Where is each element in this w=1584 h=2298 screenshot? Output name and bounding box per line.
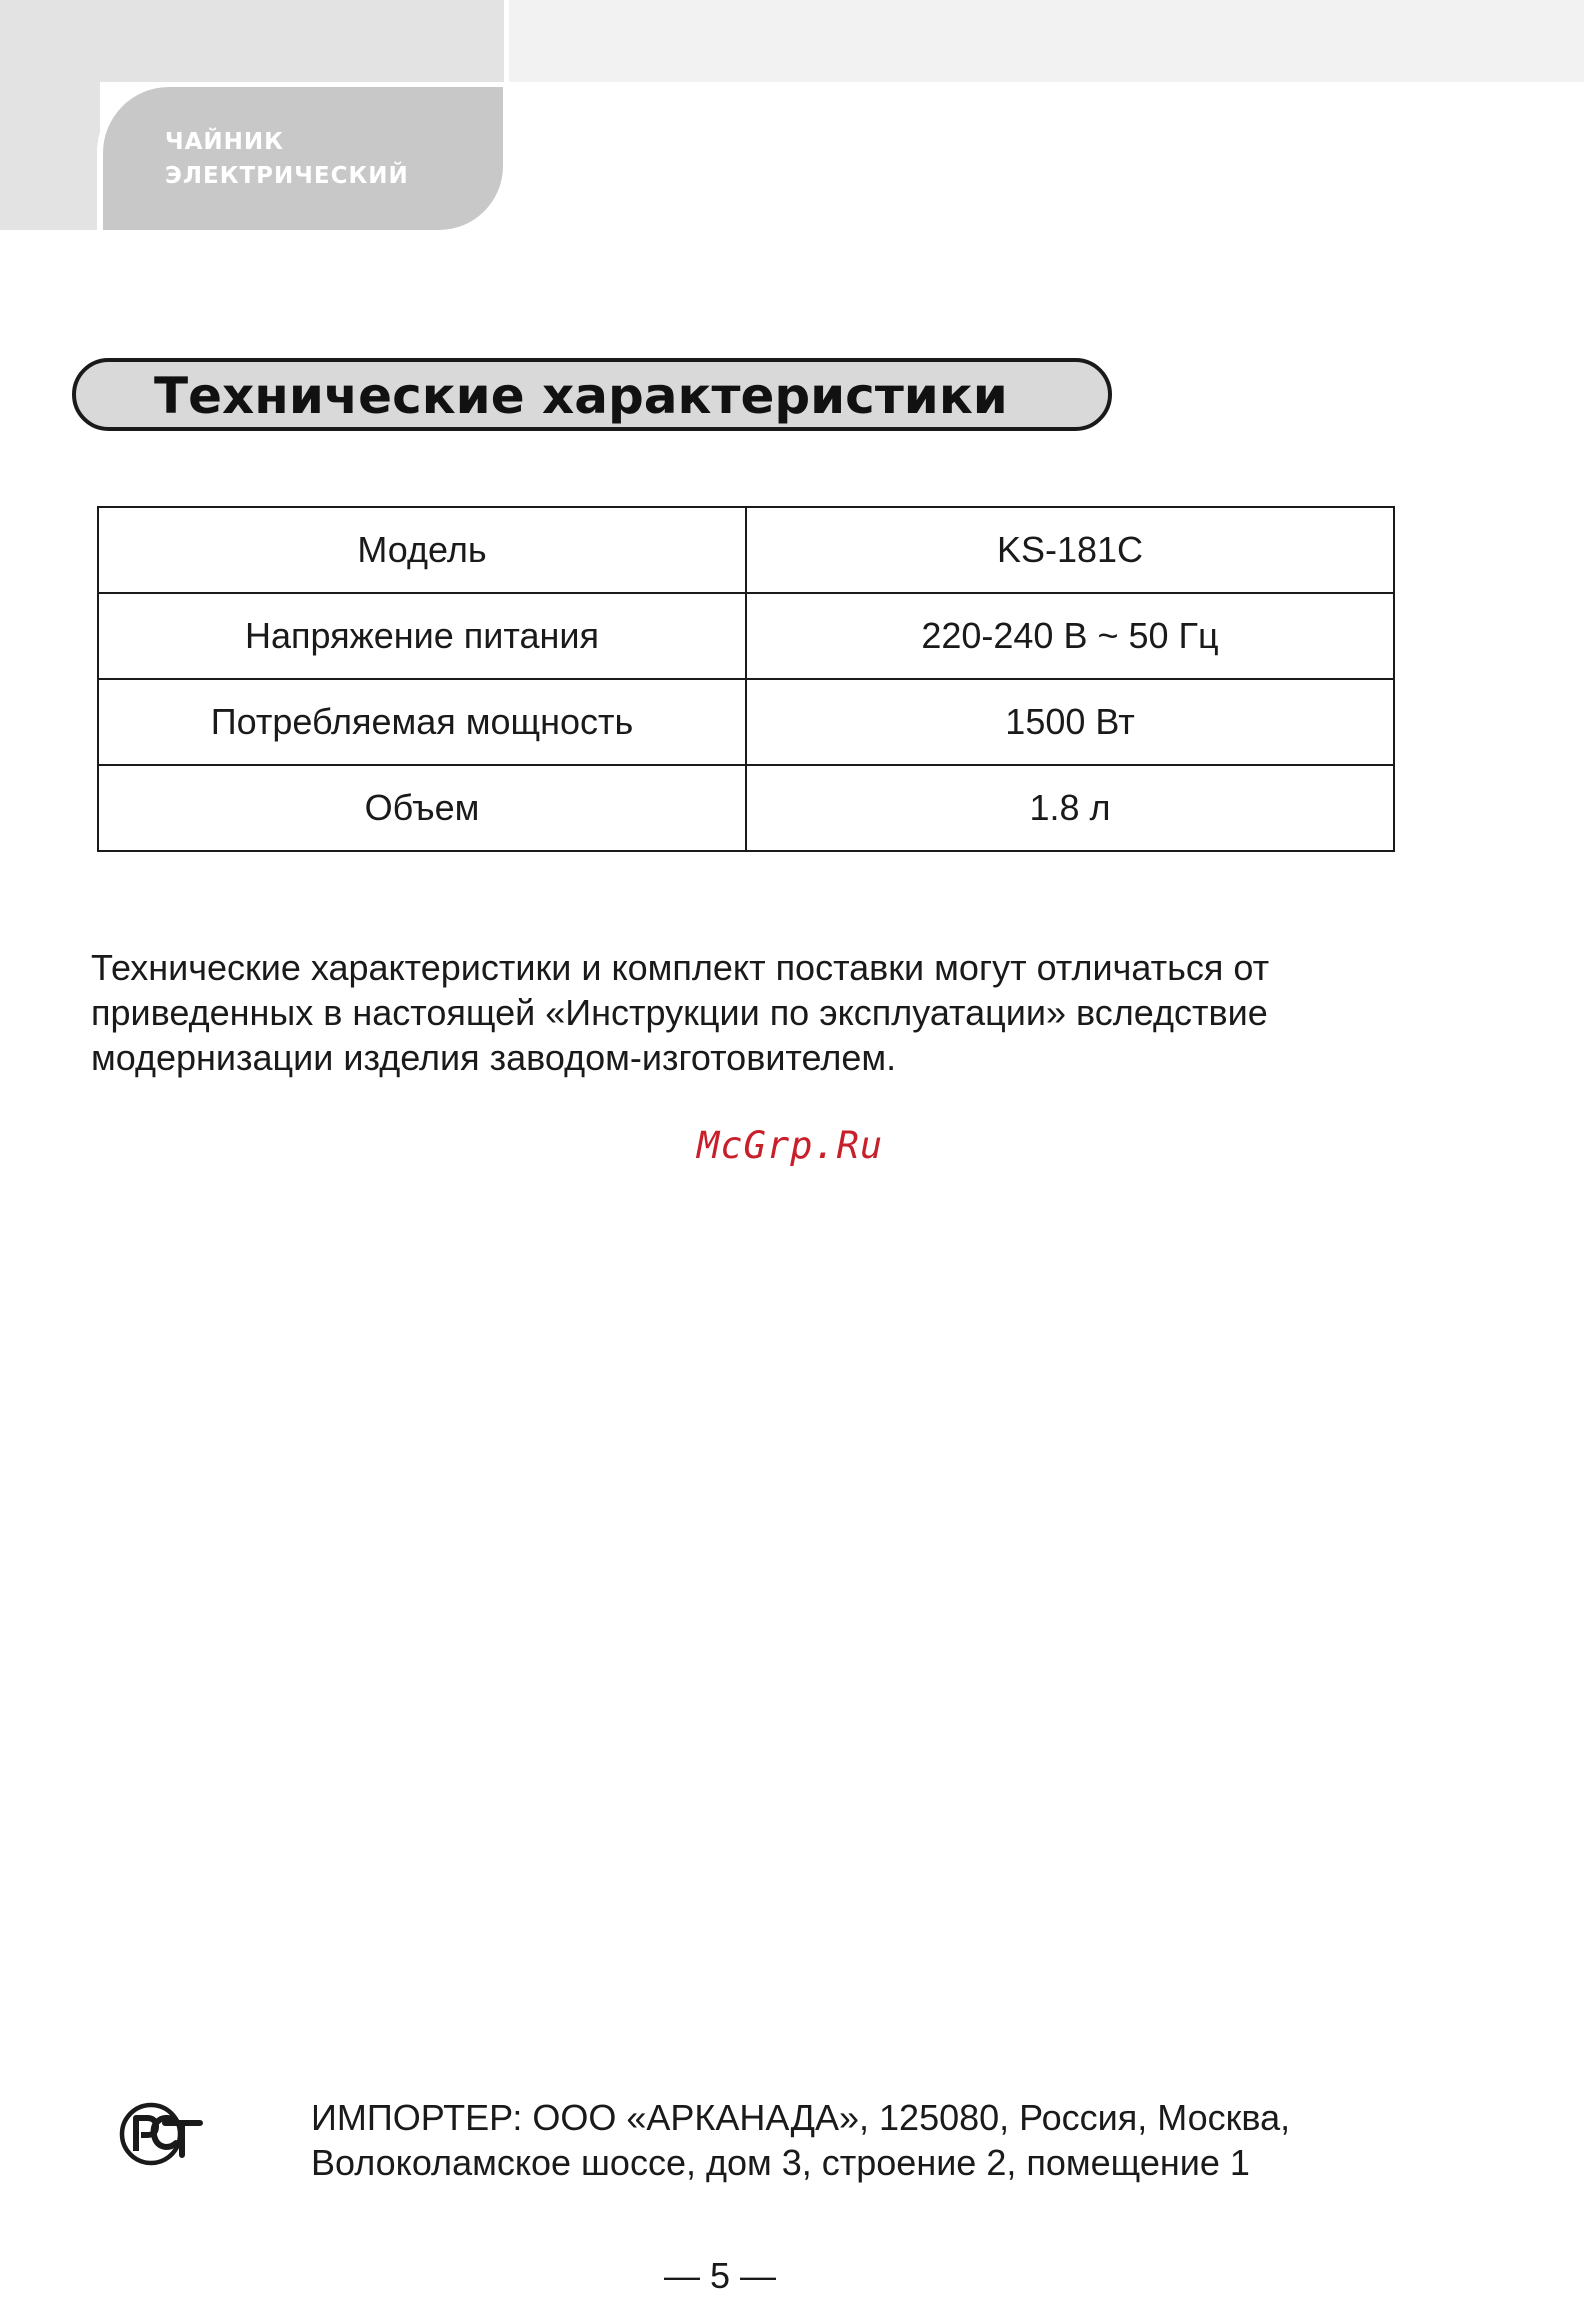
header-corner-block xyxy=(0,0,504,82)
section-title-pill xyxy=(72,358,1112,431)
spec-disclaimer xyxy=(91,945,1421,1080)
header-tab-line2: ЭЛЕКТРИЧЕСКИЙ xyxy=(165,163,409,189)
spec-table xyxy=(97,506,1395,852)
header-side-strip xyxy=(0,82,100,230)
header-tab-label xyxy=(165,125,409,193)
spec-value: 220-240 В ~ 50 Гц xyxy=(746,593,1394,679)
page-number: — 5 — xyxy=(664,2255,777,2296)
disclaimer-line: модернизации изделия заводом-изготовителем. xyxy=(91,1037,897,1078)
spec-label: Потребляемая мощность xyxy=(98,679,746,765)
table-row xyxy=(98,507,1394,593)
spec-value: KS-181C xyxy=(746,507,1394,593)
table-row xyxy=(98,593,1394,679)
rst-certification-icon xyxy=(118,2101,204,2167)
importer-info xyxy=(311,2095,1290,2185)
spec-label: Модель xyxy=(98,507,746,593)
table-row xyxy=(98,765,1394,851)
disclaimer-line: Технические характеристики и комплект поставки могут отличаться от xyxy=(91,947,1270,988)
disclaimer-line: приведенных в настоящей «Инструкции по эксплуатации» вследствие xyxy=(91,992,1268,1033)
table-row xyxy=(98,679,1394,765)
section-title: Технические характеристики xyxy=(154,367,1008,425)
importer-line: ИМПОРТЕР: ООО «АРКАНАДА», 125080, Россия, Москва, xyxy=(311,2097,1291,2138)
importer-line: Волоколамское шоссе, дом 3, строение 2, помещение 1 xyxy=(311,2142,1250,2183)
spec-label: Напряжение питания xyxy=(98,593,746,679)
watermark: McGrp.Ru xyxy=(697,1124,884,1167)
spec-value: 1.8 л xyxy=(746,765,1394,851)
header-divider xyxy=(504,0,509,82)
spec-value: 1500 Вт xyxy=(746,679,1394,765)
spec-label: Объем xyxy=(98,765,746,851)
header-tab-line1: ЧАЙНИК xyxy=(165,129,284,155)
